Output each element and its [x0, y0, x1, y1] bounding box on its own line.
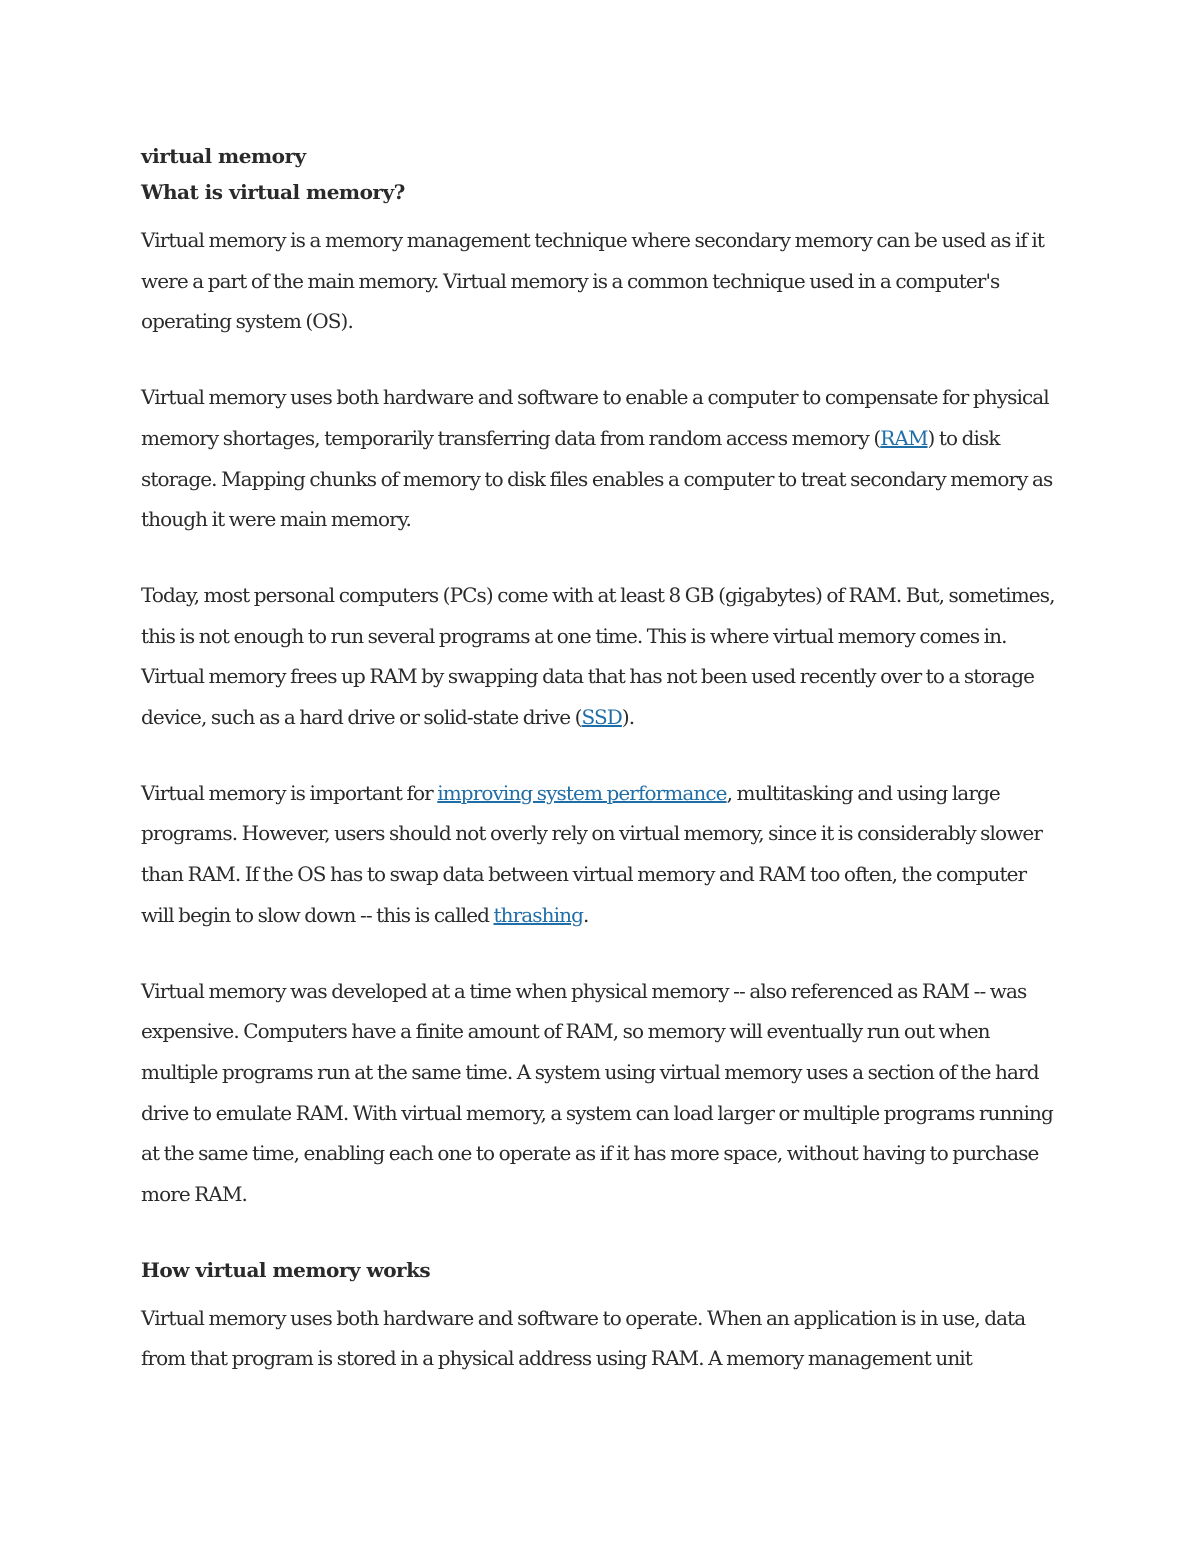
link-thrashing[interactable]: thrashing — [493, 902, 584, 927]
link-ram[interactable]: RAM — [880, 425, 928, 450]
paragraph-history: Virtual memory was developed at a time when physical memory -- also referenced as RAM -- was expensive. Computers have a finite amount of RAM, so memory will eventually run out when multiple programs run at the same time. A system using virtual memory uses a section of the hard drive to emulate RAM. With virtual memory, a system can load larger or multiple programs running at the same time, enabling each one to operate as if it has more space, without having to purchase more RAM. — [141, 978, 1053, 1207]
link-ssd[interactable]: SSD — [581, 705, 622, 730]
paragraph-hardware-software — [141, 377, 1061, 540]
paragraph-text: ). — [621, 705, 635, 730]
heading-how-virtual-memory-works: How virtual memory works — [141, 1257, 431, 1282]
heading-what-is-virtual-memory: What is virtual memory? — [141, 180, 405, 204]
paragraph-text: Virtual memory uses both hardware and software to enable a computer to compensate for physical memory shortages, temporarily transferring data from random access memory ( — [141, 385, 1049, 450]
paragraph-definition: Virtual memory is a memory management technique where secondary memory can be used as if it were a part of the main memory. Virtual memory is a common technique used in a computer's operating system (OS). — [141, 228, 1045, 334]
document-title: virtual memory — [141, 144, 306, 168]
document-page — [141, 140, 1061, 1414]
paragraph-text: Today, most personal computers (PCs) come with at least 8 GB (gigabytes) of RAM. But, sometimes, this is not enough to run several programs at one time. This is where virtual memory comes in. Virtual memory frees up RAM by swapping data that has not been used recently over to a storage device, such as a hard drive or solid-state drive ( — [141, 582, 1055, 730]
link-improving-system-performance[interactable]: improving system performance — [437, 780, 727, 805]
paragraph-text: , multitasking and using large programs. However, users should not overly rely on virtual memory, since it is considerably slower than RAM. If the OS has to swap data between virtual memory and RAM too often, the computer will begin to slow down -- this is called — [141, 780, 1043, 927]
paragraph-how-it-works: Virtual memory uses both hardware and software to operate. When an application is in use, data from that program is stored in a physical address using RAM. A memory management unit — [141, 1305, 1026, 1371]
paragraph-text: Virtual memory is important for — [141, 780, 438, 805]
paragraph-text: . — [583, 902, 589, 927]
paragraph-today-pcs — [141, 575, 1061, 738]
paragraph-text: ) to disk storage. Mapping chunks of memory to disk files enables a computer to treat secondary memory as though it were main memory. — [141, 425, 1053, 532]
paragraph-importance — [141, 773, 1061, 936]
